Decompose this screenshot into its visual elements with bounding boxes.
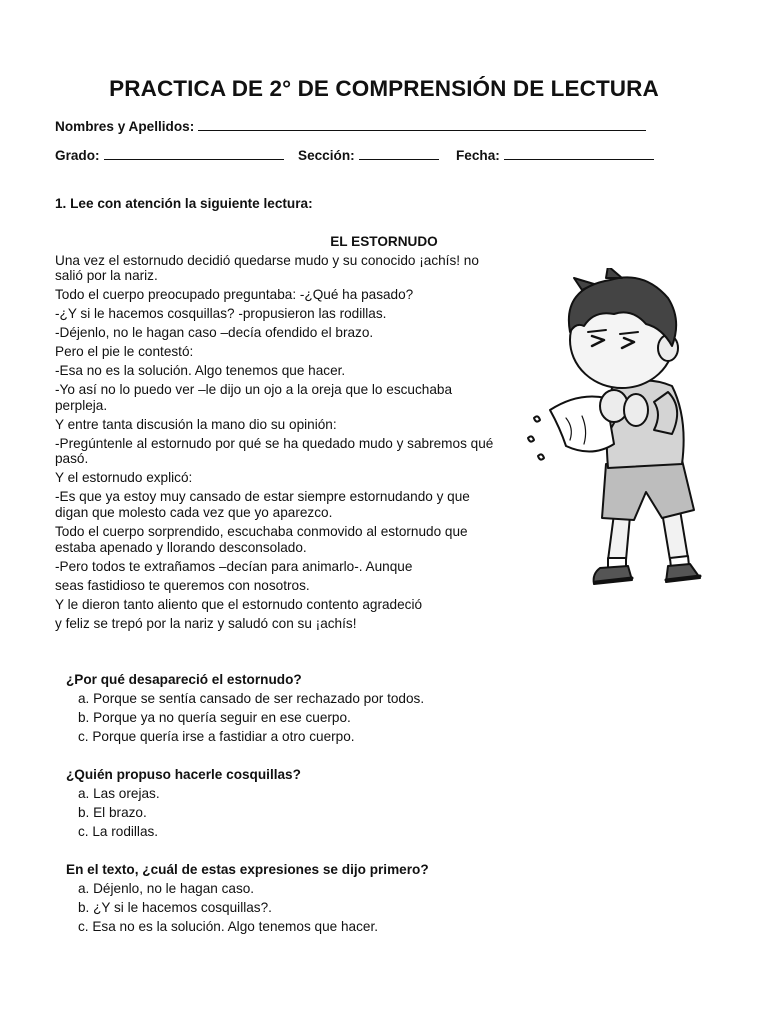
question: ¿Por qué desapareció el estornudo? xyxy=(66,672,302,687)
question: ¿Quién propuso hacerle cosquillas? xyxy=(66,767,301,782)
names-label: Nombres y Apellidos: xyxy=(55,119,195,134)
story-line: Y entre tanta discusión la mano dio su opinión: xyxy=(55,417,337,432)
grade-field[interactable] xyxy=(55,147,284,163)
story-line: y feliz se trepó por la nariz y saludó con su ¡achís! xyxy=(55,616,357,631)
grade-label: Grado: xyxy=(55,148,100,163)
answer-option[interactable]: c. Esa no es la solución. Algo tenemos que hacer. xyxy=(78,919,379,934)
story-line: estaba apenado y llorando desconsolado. xyxy=(55,540,307,555)
page-title: PRACTICA DE 2° DE COMPRENSIÓN DE LECTURA xyxy=(109,76,659,101)
story-line: -Pero todos te extrañamos –decían para animarlo-. Aunque xyxy=(55,559,413,574)
story-line: pasó. xyxy=(55,451,89,466)
story-line: -Déjenlo, no le hagan caso –decía ofendido el brazo. xyxy=(55,325,374,340)
story-line: -Es que ya estoy muy cansado de estar siempre estornudando y que xyxy=(55,489,470,504)
story-line: Pero el pie le contestó: xyxy=(55,344,194,359)
story-line: Todo el cuerpo sorprendido, escuchaba conmovido al estornudo que xyxy=(55,524,468,539)
answer-option[interactable]: b. ¿Y si le hacemos cosquillas?. xyxy=(78,900,272,915)
date-label: Fecha: xyxy=(456,148,500,163)
story-line: -Esa no es la solución. Algo tenemos que hacer. xyxy=(55,363,346,378)
story-line: digan que molesto cada vez que yo aparezco. xyxy=(55,505,333,520)
section-label: Sección: xyxy=(298,148,355,163)
names-field[interactable] xyxy=(55,118,646,134)
story-line: Una vez el estornudo decidió quedarse mudo y su conocido ¡achís! no xyxy=(55,253,479,268)
answer-option[interactable]: a. Las orejas. xyxy=(78,786,160,801)
names-blank-line[interactable] xyxy=(198,118,646,131)
story-line: salió por la nariz. xyxy=(55,268,158,283)
answer-option[interactable]: b. Porque ya no quería seguir en ese cuerpo. xyxy=(78,710,351,725)
answer-option[interactable]: a. Porque se sentía cansado de ser rechazado por todos. xyxy=(78,691,425,706)
date-blank-line[interactable] xyxy=(504,147,654,160)
story-line: -¿Y si le hacemos cosquillas? -propusieron las rodillas. xyxy=(55,306,387,321)
answer-option[interactable]: b. El brazo. xyxy=(78,805,147,820)
story-line: -Pregúntenle al estornudo por qué se ha quedado mudo y sabremos qué xyxy=(55,436,494,451)
section-field[interactable] xyxy=(298,147,439,163)
story-line: seas fastidioso te queremos con nosotros. xyxy=(55,578,310,593)
story-line: perpleja. xyxy=(55,398,108,413)
story-line: Y le dieron tanto aliento que el estornudo contento agradeció xyxy=(55,597,423,612)
question: En el texto, ¿cuál de estas expresiones se dijo primero? xyxy=(66,862,429,877)
answer-option[interactable]: c. La rodillas. xyxy=(78,824,159,839)
grade-blank-line[interactable] xyxy=(104,147,284,160)
story-line: -Yo así no lo puedo ver –le dijo un ojo a la oreja que lo escuchaba xyxy=(55,382,453,397)
answer-option[interactable]: c. Porque quería irse a fastidiar a otro cuerpo. xyxy=(78,729,355,744)
section-blank-line[interactable] xyxy=(359,147,439,160)
date-field[interactable] xyxy=(456,147,654,163)
sneezing-boy-illustration xyxy=(522,268,718,604)
story-title: EL ESTORNUDO xyxy=(330,234,438,249)
instruction: 1. Lee con atención la siguiente lectura: xyxy=(55,196,313,211)
answer-option[interactable]: a. Déjenlo, no le hagan caso. xyxy=(78,881,255,896)
story-line: Y el estornudo explicó: xyxy=(55,470,193,485)
story-line: Todo el cuerpo preocupado preguntaba: -¿Qué ha pasado? xyxy=(55,287,414,302)
